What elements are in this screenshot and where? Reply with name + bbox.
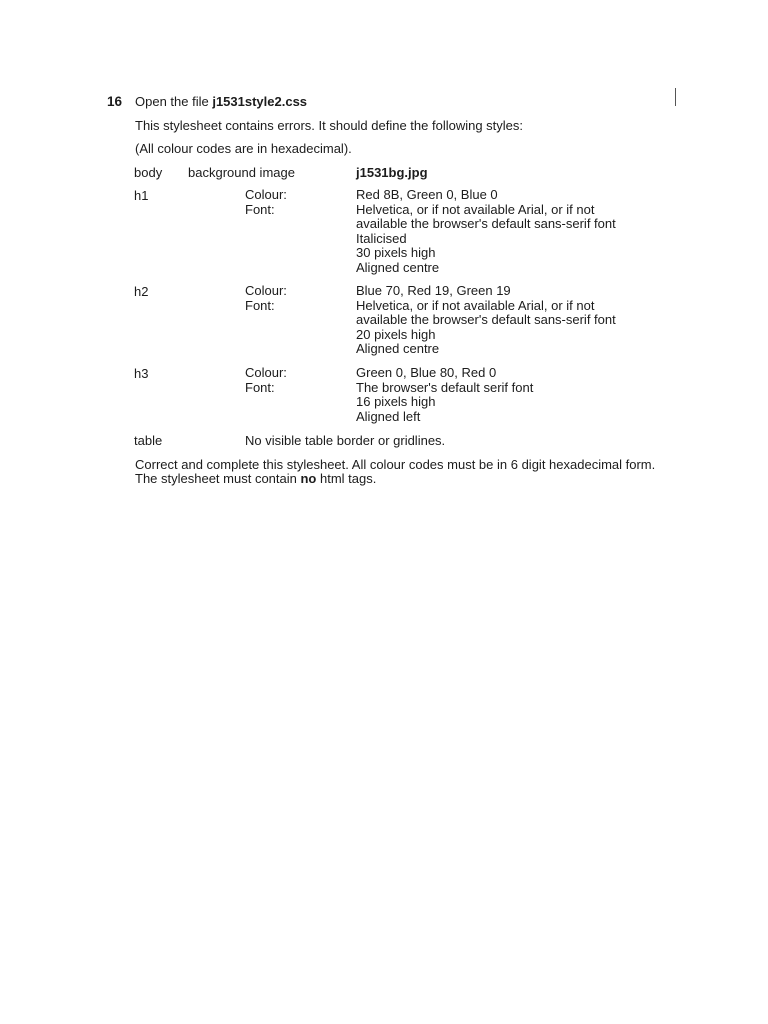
- h3-values: [356, 366, 533, 424]
- h1-value: Italicised: [356, 230, 407, 246]
- open-prefix: Open the file: [135, 94, 213, 109]
- body-value: j1531bg.jpg: [356, 165, 428, 180]
- h1-values: [356, 188, 616, 276]
- h3-labels: [245, 366, 287, 395]
- h1-value: Red 8B, Green 0, Blue 0: [356, 187, 498, 202]
- table-value: No visible table border or gridlines.: [245, 433, 446, 448]
- note-text: (All colour codes are in hexadecimal).: [135, 141, 352, 156]
- h2-colour-label: Colour:: [245, 283, 287, 298]
- closing-line-1: Correct and complete this stylesheet. All colour codes must be in 6 digit hexadecimal form.: [135, 457, 656, 472]
- table-selector: table: [134, 433, 163, 448]
- h2-value: Blue 70, Red 19, Green 19: [356, 283, 511, 298]
- h3-value: 16 pixels high: [356, 394, 436, 410]
- h3-value: The browser's default serif font: [356, 379, 534, 395]
- h3-value: Aligned left: [356, 408, 421, 424]
- closing-suffix: html tags.: [316, 471, 377, 486]
- h1-labels: [245, 188, 287, 217]
- h1-value: Helvetica, or if not available Arial, or if not: [356, 201, 595, 217]
- h2-value: 20 pixels high: [356, 326, 436, 342]
- h2-font-label: Font:: [245, 297, 275, 313]
- h3-colour-label: Colour:: [245, 365, 287, 380]
- h3-selector: h3: [134, 366, 149, 381]
- h1-value: Aligned centre: [356, 259, 440, 275]
- h1-value: 30 pixels high: [356, 245, 436, 261]
- h3-font-label: Font:: [245, 379, 275, 395]
- h2-values: [356, 284, 616, 357]
- filename: j1531style2.css: [212, 94, 308, 109]
- h2-value: Aligned centre: [356, 341, 440, 357]
- h2-labels: [245, 284, 287, 313]
- h1-font-label: Font:: [245, 201, 275, 217]
- h3-value: Green 0, Blue 80, Red 0: [356, 365, 497, 380]
- margin-bar: [675, 88, 676, 106]
- h2-value: Helvetica, or if not available Arial, or if not: [356, 297, 595, 313]
- h1-selector: h1: [134, 188, 149, 203]
- question-number: 16: [107, 94, 123, 109]
- h2-value: available the browser's default sans-serif font: [356, 312, 616, 328]
- intro-text: This stylesheet contains errors. It should define the following styles:: [135, 118, 524, 133]
- closing-prefix: The stylesheet must contain: [135, 471, 301, 486]
- body-property: background image: [188, 165, 295, 180]
- body-selector: body: [134, 165, 163, 180]
- closing-line-2: [135, 471, 376, 486]
- closing-bold-no: no: [300, 471, 317, 486]
- h2-selector: h2: [134, 284, 149, 299]
- h1-value: available the browser's default sans-serif font: [356, 216, 616, 232]
- question-heading: [135, 94, 307, 109]
- h1-colour-label: Colour:: [245, 187, 287, 202]
